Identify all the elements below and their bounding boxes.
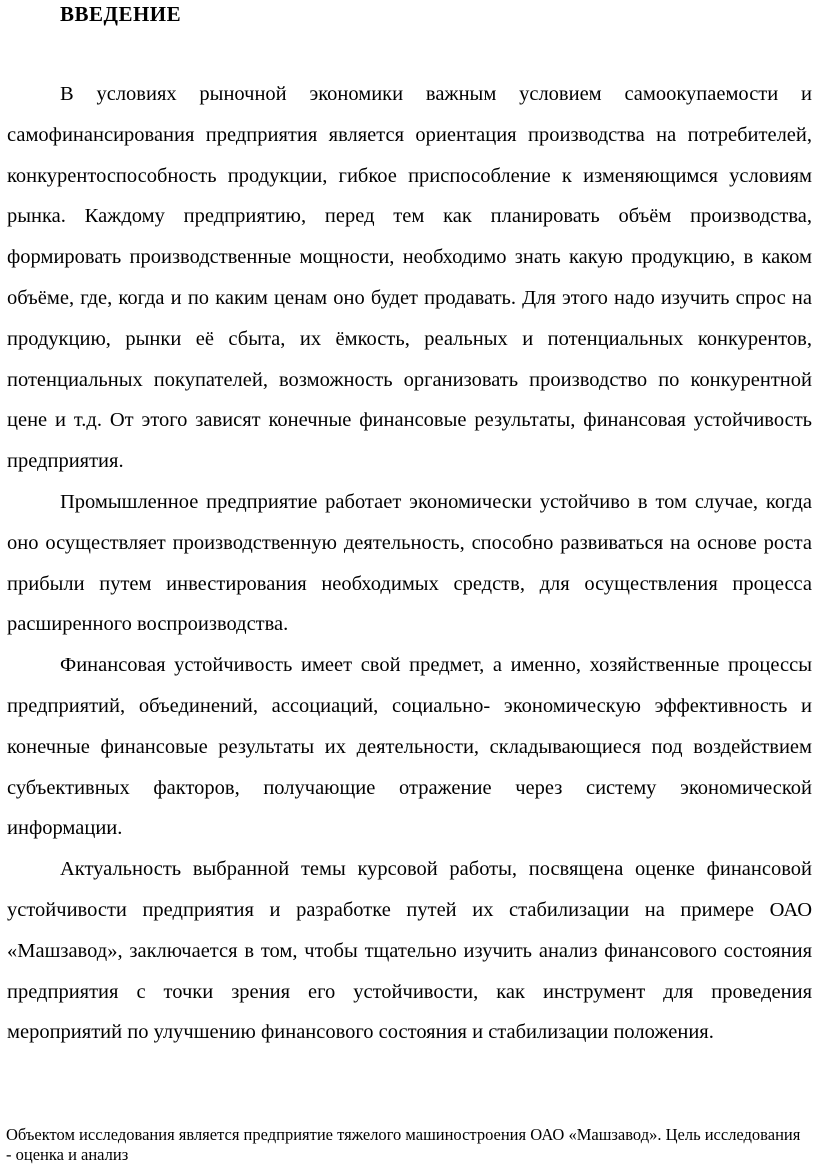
paragraph-subject: Финансовая устойчивость имеет свой предмет, а именно, хозяйственные процессы предприятий, объединений, ассоциаций, социально- экономическую эффективность и конечные финансовые результаты их деятельности, складывающиеся под воздействием субъективных факторов, получающие отражение через систему экономической информации. <box>7 654 812 840</box>
paragraph-stability: Промышленное предприятие работает экономически устойчиво в том случае, когда оно осуществляет производственную деятельность, способно развиваться на основе роста прибыли путем инвестирования необходимых средств, для осуществления процесса расширенного воспроизводства. <box>7 490 812 636</box>
footer-text: Объектом исследования является предприятие тяжелого машиностроения ОАО «Машзавод». Цель исследования - оценка и анализ <box>6 1125 801 1164</box>
document-body <box>7 74 812 1053</box>
document-heading: ВВЕДЕНИЕ <box>60 2 182 26</box>
paragraph-relevance: Актуальность выбранной темы курсовой работы, посвящена оценке финансовой устойчивости предприятия и разработке путей их стабилизации на примере ОАО «Машзавод», заключается в том, чтобы тщательно изучить анализ финансового состояния предприятия с точки зрения его устойчивости, как инструмент для проведения мероприятий по улучшению финансового состояния и стабилизации положения. <box>7 858 812 1044</box>
paragraph-intro: В условиях рыночной экономики важным условием самоокупаемости и самофинансирования предприятия является ориентация производства на потребителей, конкурентоспособность продукции, гибкое приспособление к изменяющимся условиям рынка. Каждому предприятию, перед тем как планировать объём производства, формировать производственные мощности, необходимо знать какую продукцию, в каком объёме, где, когда и по каким ценам оно будет продавать. Для этого надо изучить спрос на продукцию, рынки её сбыта, их ёмкость, реальных и потенциальных конкурентов, потенциальных покупателей, возможность организовать производство по конкурентной цене и т.д. От этого зависят конечные финансовые результаты, финансовая устойчивость предприятия. <box>7 83 812 473</box>
